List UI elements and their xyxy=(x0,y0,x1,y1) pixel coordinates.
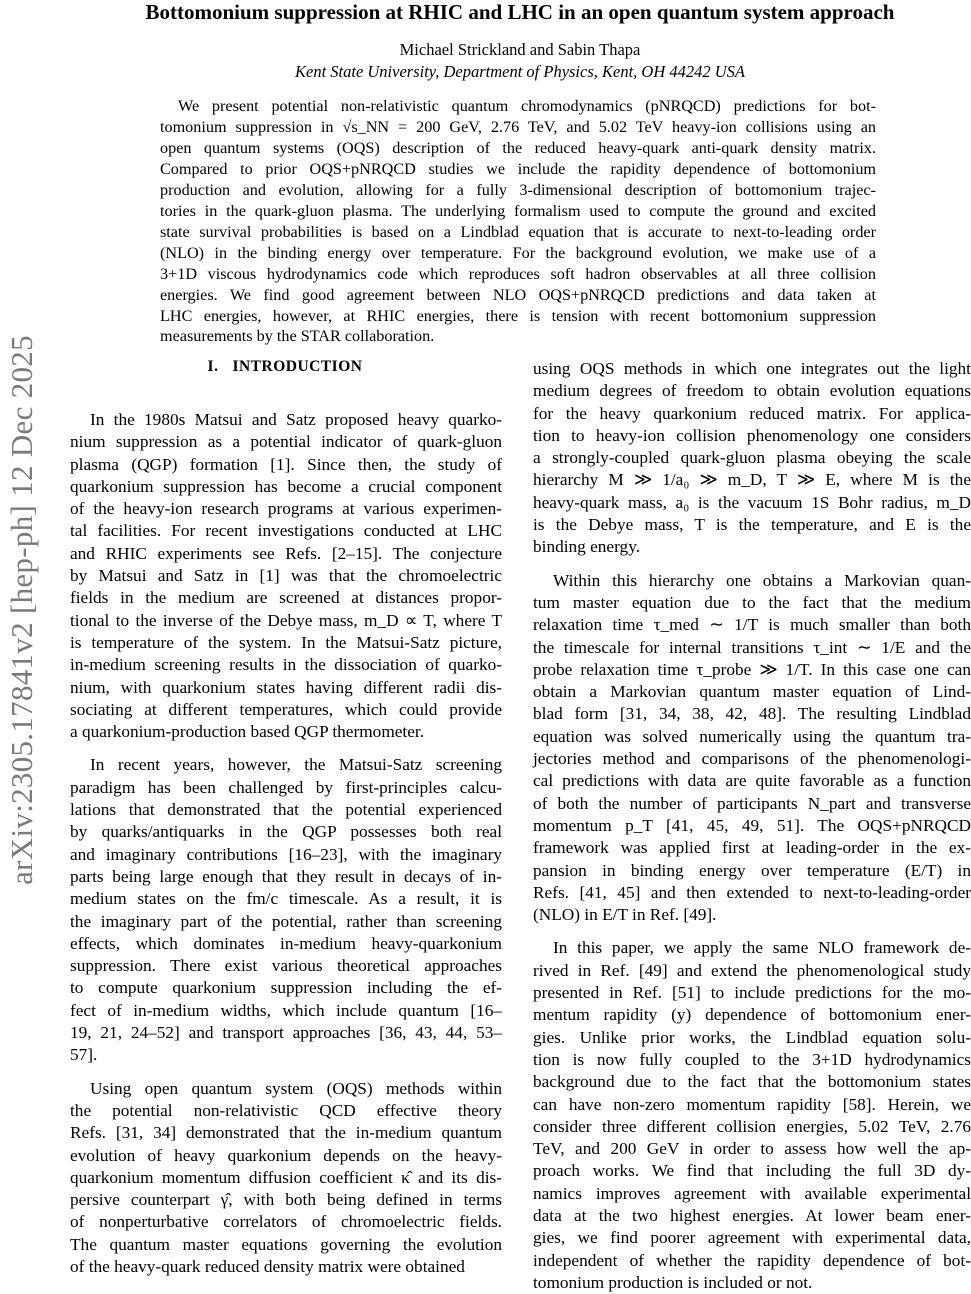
text-line: consider three different collision energies, 5.02 TeV, 2.76 xyxy=(533,1116,971,1136)
text-line: hierarchy M ≫ 1/a₀ ≫ m_D, T ≫ E, where M is the xyxy=(533,470,971,490)
text-line: pansion in binding energy over temperature (E/T) in xyxy=(533,860,971,880)
paragraph xyxy=(70,409,502,743)
paragraph xyxy=(70,1078,502,1279)
text-line: tion to heavy-ion collision phenomenology one considers xyxy=(533,425,971,445)
text-line: independent of whether the rapidity dependence of bot- xyxy=(533,1250,971,1270)
section-number: I. xyxy=(207,358,219,375)
text-line: of the heavy-quark reduced density matrix were obtained xyxy=(70,1256,465,1276)
text-line: background due to the fact that the bottomonium states xyxy=(533,1072,971,1092)
text-line: suppression. There exist various theoretical approaches xyxy=(70,956,502,976)
text-line: namics improves agreement with available experimental xyxy=(533,1183,971,1203)
text-line: In this paper, we apply the same NLO framework de- xyxy=(553,938,971,958)
text-line: tal facilities. For recent investigations conducted at LHC xyxy=(70,521,502,541)
text-line: a strongly-coupled quark-gluon plasma obeying the scale xyxy=(533,448,971,468)
text-line: obtain a Markovian quantum master equation of Lind- xyxy=(533,682,971,702)
abstract-line: LHC energies, however, at RHIC energies, there is tension with recent bottomonium suppression xyxy=(160,306,876,325)
abstract-line: (NLO) in the binding energy over temperature. For the background evolution, we make use of a xyxy=(160,243,876,262)
text-line: 19, 21, 24–52] and transport approaches [36, 43, 44, 53– xyxy=(70,1023,502,1043)
text-line: binding energy. xyxy=(533,537,641,557)
text-line: heavy-quark mass, a₀ is the vacuum 1S Bohr radius, m_D xyxy=(533,492,971,512)
text-line: quarkonium momentum diffusion coefficient κ̂ and its dis- xyxy=(70,1167,502,1187)
text-line: and imaginary contributions [16–23], with the imaginary xyxy=(70,844,502,864)
text-line: The quantum master equations governing the evolution xyxy=(70,1234,502,1254)
text-line: fect of in-medium widths, which include quantum [16– xyxy=(70,1000,502,1020)
text-line: medium states on the fm/c timescale. As a result, it is xyxy=(70,889,502,909)
text-line: tional to the inverse of the Debye mass, m_D ∝ T, where T xyxy=(70,610,502,630)
right-column xyxy=(533,358,971,1294)
text-line: sociating at different temperatures, which could provide xyxy=(70,699,502,719)
text-line: Using open quantum system (OQS) methods within xyxy=(90,1078,502,1098)
text-line: by Matsui and Satz in [1] was that the chromoelectric xyxy=(70,566,502,586)
text-line: evolution of heavy quarkonium depends on the heavy- xyxy=(70,1145,502,1165)
affiliation: Kent State University, Department of Physics, Kent, OH 44242 USA xyxy=(294,62,746,81)
section-title: INTRODUCTION xyxy=(232,358,363,375)
text-line: of the heavy-ion research programs at various experimen- xyxy=(70,499,502,519)
text-line: the imaginary part of the potential, rather than screening xyxy=(70,911,502,931)
text-line: probe relaxation time τ_probe ≫ 1/T. In this case one can xyxy=(533,659,971,679)
abstract-line: 3+1D viscous hydrodynamics code which reproduces soft hadron observables at all three collision xyxy=(160,264,876,283)
text-line: in-medium screening results in the dissociation of quarko- xyxy=(70,655,502,675)
text-line: tum master equation due to the fact that the medium xyxy=(533,592,971,612)
text-line: Refs. [31, 34] demonstrated that the in-medium quantum xyxy=(70,1123,502,1143)
text-line: the potential non-relativistic QCD effective theory xyxy=(70,1100,502,1120)
paragraph xyxy=(533,570,971,927)
text-line: tomonium production is included or not. xyxy=(533,1272,813,1292)
text-line: the timescale for internal transitions τ_int ∼ 1/E and the xyxy=(533,637,971,657)
abstract-line: tories in the quark-gluon plasma. The underlying formalism used to compute the ground and excited xyxy=(160,201,876,220)
text-line: gies, we find poorer agreement with experimental data, xyxy=(533,1228,971,1248)
abstract-line: state survival probabilities is based on a Lindblad equation that is accurate to next-to-leading order xyxy=(160,222,876,241)
abstract-line: open quantum systems (OQS) description of the reduced heavy-quark anti-quark density matrix. xyxy=(160,138,876,157)
text-line: to compute quarkonium suppression including the ef- xyxy=(70,978,502,998)
abstract-line: energies. We find good agreement between NLO OQS+pNRQCD predictions and data taken at xyxy=(160,285,876,304)
text-line: parts being large enough that they result in decays of in- xyxy=(70,866,502,886)
text-line: paradigm has been challenged by first-principles calcu- xyxy=(70,777,502,797)
paragraph xyxy=(533,358,971,559)
abstract-line: measurements by the STAR collaboration. xyxy=(160,327,435,346)
text-line: proach works. We find that including the full 3D dy- xyxy=(533,1161,971,1181)
text-line: plasma (QGP) formation [1]. Since then, the study of xyxy=(70,454,502,474)
text-line: equation was solved numerically using the quantum tra- xyxy=(533,726,971,746)
text-line: relaxation time τ_med ∼ 1/T is much smaller than both xyxy=(533,615,971,635)
text-line: framework was applied first at leading-order in the ex- xyxy=(533,838,971,858)
text-line: quarkonium suppression has become a crucial component xyxy=(70,476,502,496)
abstract-line: production and evolution, allowing for a fully 3-dimensional description of bottomonium trajec- xyxy=(160,180,876,199)
text-line: is the Debye mass, T is the temperature, and E is the xyxy=(533,515,971,535)
text-line: mentum rapidity (y) dependence of bottomonium ener- xyxy=(533,1005,971,1025)
text-line: Within this hierarchy one obtains a Markovian quan- xyxy=(553,570,971,590)
abstract xyxy=(160,96,876,347)
text-line: momentum p_T [41, 45, 49, 51]. The OQS+pNRQCD xyxy=(533,815,971,835)
author-list: Michael Strickland and Sabin Thapa xyxy=(399,40,641,59)
text-line: TeV, and 200 GeV in order to assess how well the ap- xyxy=(533,1139,971,1159)
text-line: jectories method and comparisons of the phenomenologi- xyxy=(533,749,971,769)
arxiv-sidebar-stamp xyxy=(0,290,44,930)
text-line: and RHIC experiments see Refs. [2–15]. The conjecture xyxy=(70,543,502,563)
text-line: using OQS methods in which one integrates out the light xyxy=(533,359,971,378)
text-line: lations that demonstrated that the potential experienced xyxy=(70,800,502,820)
text-line: for the heavy quarkonium reduced matrix. For applica- xyxy=(533,403,971,423)
text-line: (NLO) in E/T in Ref. [49]. xyxy=(533,905,717,925)
text-line: 57]. xyxy=(70,1045,98,1065)
text-line: rived in Ref. [49] and extend the phenomenological study xyxy=(533,960,971,980)
text-line: fields in the medium are screened at distances propor- xyxy=(70,588,502,608)
left-column xyxy=(70,383,502,1278)
text-line: is temperature of the system. In the Matsui-Satz picture, xyxy=(70,632,502,652)
text-line: by quarks/antiquarks in the QGP possesses both real xyxy=(70,822,502,842)
text-line: can have non-zero momentum rapidity [58]. Herein, we xyxy=(533,1094,971,1114)
text-line: persive counterpart γ̂, with both being defined in terms xyxy=(70,1190,502,1210)
text-line: gies. Unlike prior works, the Lindblad equation solu- xyxy=(533,1027,971,1047)
text-line: of nonperturbative correlators of chromoelectric fields. xyxy=(70,1212,502,1232)
paragraph xyxy=(70,754,502,1066)
abstract-line: We present potential non-relativistic quantum chromodynamics (pNRQCD) predictions for bot- xyxy=(178,97,876,115)
paragraph xyxy=(533,937,971,1294)
text-line: blad form [31, 34, 38, 42, 48]. The resulting Lindblad xyxy=(533,704,971,724)
text-line: of both the number of participants N_part and transverse xyxy=(533,793,971,813)
text-line: In the 1980s Matsui and Satz proposed heavy quarko- xyxy=(90,410,502,429)
text-line: tion is now fully coupled to the 3+1D hydrodynamics xyxy=(533,1049,971,1069)
text-line: nium, with quarkonium states having different radii dis- xyxy=(70,677,502,697)
text-line: cal predictions with data are quite favorable as a function xyxy=(533,771,971,791)
text-line: presented in Ref. [51] to include predictions for the mo- xyxy=(533,983,971,1003)
text-line: data at the two highest energies. At lower beam ener- xyxy=(533,1205,971,1225)
section-heading xyxy=(70,358,500,376)
text-line: In recent years, however, the Matsui-Satz screening xyxy=(90,755,502,775)
text-line: a quarkonium-production based QGP thermometer. xyxy=(70,722,425,742)
text-line: Refs. [41, 45] and then extended to next-to-leading-order xyxy=(533,882,971,902)
arxiv-id: arXiv:2305.17841v2 [hep-ph] 12 Dec 2025 xyxy=(4,335,39,885)
paper-title: Bottomonium suppression at RHIC and LHC in an open quantum system approach xyxy=(145,0,895,24)
text-line: medium degrees of freedom to obtain evolution equations xyxy=(533,381,971,401)
text-line: effects, which dominates in-medium heavy-quarkonium xyxy=(70,933,502,953)
abstract-line: tomonium suppression in √s_NN = 200 GeV, 2.76 TeV, and 5.02 TeV heavy-ion collisions using an xyxy=(160,117,876,136)
abstract-line: Compared to prior OQS+pNRQCD studies we include the rapidity dependence of bottomonium xyxy=(160,159,876,178)
text-line: nium suppression as a potential indicator of quark-gluon xyxy=(70,432,502,452)
